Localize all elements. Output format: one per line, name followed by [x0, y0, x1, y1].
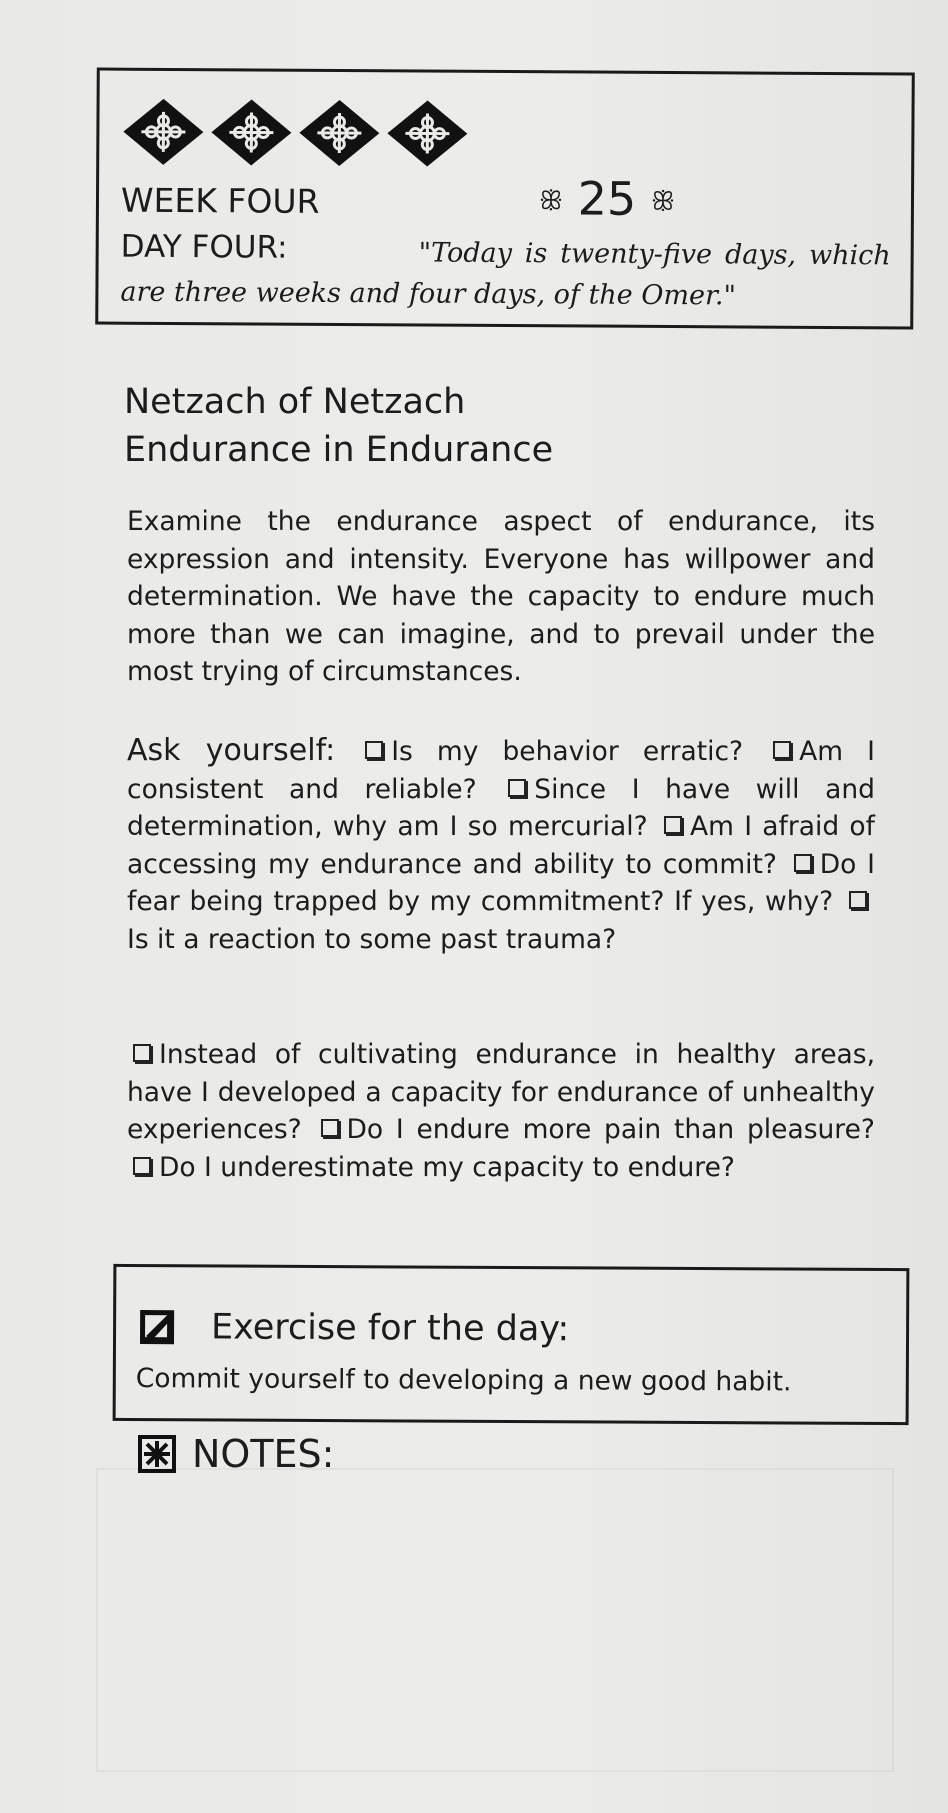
week-diamonds: [121, 97, 469, 169]
question-item: Am I consistent and reliable?: [127, 736, 875, 805]
question-item: Is it a reaction to some past trauma?: [127, 923, 617, 955]
question-item: Do I underestimate my capacity to endure?: [159, 1151, 735, 1183]
intro-paragraph: Examine the endurance aspect of endurance, its expression and intensity. Everyone has willpower and determination. We have the capacity to endure much more than we can imagine, and to prevail under the most trying of circumstances.: [127, 506, 875, 687]
checkbox-icon[interactable]: [133, 1044, 151, 1062]
question-item: Do I endure more pain than pleasure?: [346, 1114, 875, 1145]
exercise-text: Commit yourself to developing a new good habit.: [135, 1363, 792, 1398]
week-label: WEEK FOUR: [120, 180, 320, 221]
exercise-heading: Exercise for the day:: [210, 1307, 570, 1350]
question-item: Since I have will and determination, why am I so mercurial?: [127, 773, 875, 842]
title-line-2: Endurance in Endurance: [124, 430, 554, 470]
checkbox-icon[interactable]: [664, 816, 682, 834]
question-item: Do I fear being trapped by my commitment? If yes, why?: [127, 848, 875, 917]
ask-paragraph-1: [127, 732, 875, 958]
question-item: Is my behavior erratic?: [391, 736, 744, 767]
ornament-right: ꕥ: [650, 186, 676, 218]
day-label: DAY FOUR:: [120, 228, 288, 266]
ask-paragraph-2: [127, 1036, 875, 1186]
checkbox-icon[interactable]: [849, 891, 867, 909]
day-number-value: 25: [577, 171, 637, 226]
exercise-box: [113, 1264, 910, 1425]
diamond-lattice-icon: [385, 98, 469, 169]
omer-count-quote: "Today is twenty-five days, which are three weeks and four days, of the Omer.": [120, 237, 891, 312]
checked-box-icon: [138, 1308, 176, 1346]
checkbox-icon[interactable]: [794, 854, 812, 872]
ask-yourself-label: Ask yourself:: [127, 733, 336, 768]
notes-area[interactable]: [96, 1468, 894, 1772]
page-title: [124, 378, 553, 474]
diamond-lattice-icon: [297, 98, 381, 169]
question-item: Am I afraid of accessing my endurance and ability to commit?: [127, 811, 875, 880]
checkbox-icon[interactable]: [321, 1119, 339, 1137]
title-line-1: Netzach of Netzach: [124, 382, 466, 422]
diamond-lattice-icon: [121, 97, 205, 168]
question-item: Instead of cultivating endurance in healthy areas, have I developed a capacity for endurance of unhealthy experiences?: [127, 1039, 875, 1145]
day-number: [539, 171, 675, 226]
checkbox-icon[interactable]: [773, 741, 791, 759]
ornament-left: ꕥ: [538, 186, 564, 217]
day-header-box: [95, 68, 915, 330]
checkbox-icon[interactable]: [508, 779, 526, 797]
notes-label: NOTES:: [192, 1432, 335, 1476]
checkbox-icon[interactable]: [133, 1157, 151, 1175]
diamond-lattice-icon: [209, 97, 293, 168]
checkbox-icon[interactable]: [365, 741, 383, 759]
